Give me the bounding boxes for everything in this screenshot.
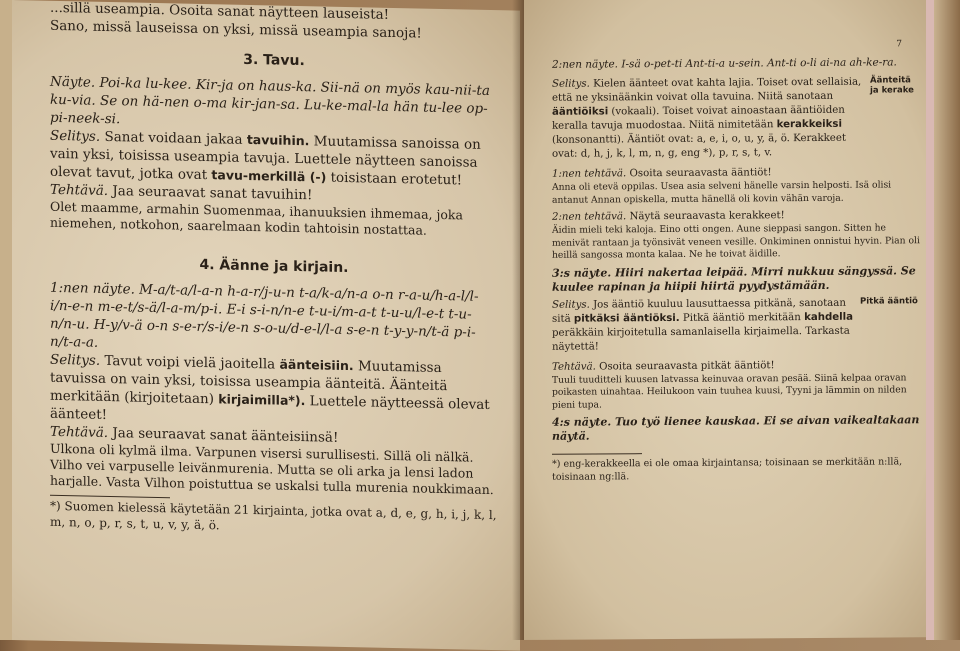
task2-label: 2:nen tehtävä. [552,211,627,223]
explanation2-label: Selitys. [552,299,590,311]
left-page-text [50,0,498,539]
task2-body: Äidin mieli teki kaloja. Eino otti ongen. Aune sieppasi sangon. Sitten he menivät rantaan ja työnsivät veneen vesille. Onkiminen onnistui hyvin. Pian oli heillä sangossa monta kalaa. Ne he toivat äidille. [552,222,920,261]
explanation2-bold2: kahdella [804,311,854,323]
page-number: 7 [896,39,902,50]
section3-explanation-label: Selitys. [50,127,101,145]
section3-task-body: Olet maamme, armahin Suomenmaa, ihanuuksien ihmemaa, joka niemehen, notkohon, saarelmaan kodin tahtoisin nostattaa. [50,198,463,238]
task3-body: Tuuli tuuditteli kuusen latvassa keinuvaa oravan pesää. Siinä kelpaa oravan poikasten uinahtaa. Heilukoon vain tuuhea kuusi, Tyyni ja lämmin on nilden pieni tupa. [552,371,907,411]
right-page [524,0,934,640]
section4-task-label: Tehtävä. [50,423,109,442]
section4-heading: 4. Äänne ja kirjain. [199,256,349,277]
task1-label: 1:nen tehtävä. [552,168,627,180]
section4-task-body: Ulkona oli kylmä ilma. Varpunen visersi surullisesti. Sillä oli nälkä. Vilho vei varpuselle leivänmurenia. Mutta se oli arka ja lensi ladon harjalle. Vasta Vilhon poistuttua se uskalsi tulla murenia noukkimaan. [50,440,494,498]
top-line-1: ...sillä useampia. Osoita sanat näytteen lauseista! [50,0,390,23]
right-page-text [552,37,920,484]
section4-explanation-c: Luettele näytteessä olevat äänteet! [50,393,490,423]
task2-text: Näytä seuraavasta kerakkeet! [629,210,785,223]
section3-explanation [50,127,498,190]
explanation-block [552,75,920,162]
explanation2-block [552,296,920,355]
task3-text: Osoita seuraavasta pitkät ääntiöt! [599,359,775,372]
example3: 3:s näyte. Hiiri nakertaa leipää. Mirri nukkuu sängyssä. Se kuulee rapinan ja hiipii hiirtä pyydystämään. [552,263,916,294]
side-note-2: Pitkä ääntiö [860,295,918,307]
task1-text: Osoita seuraavasta ääntiöt! [629,167,772,180]
section3-explanation-c: toisistaan erotetut! [326,169,463,189]
right-footnote: *) eng-kerakkeella ei ole omaa kirjaintansa; toisinaan se merkitään n:llä, toisinaan ng:llä. [552,456,903,483]
side-note-1: Äänteitä ja kerake [870,75,914,96]
top-line-2: Sano, missä lauseissa on yksi, missä useampia sanoja! [50,17,422,42]
section4-explanation-bold1: äänteisiin. [279,356,354,374]
explanation-c: (konsonantti). Ääntiöt ovat: a, e, i, o, u, y, ä, ö. Kerakkeet ovat: d, h, j, k, l, m, n, g, eng *), p, r, s, t, v. [552,132,846,160]
section4-explanation-b: Muutamissa tavuissa on vain yksi, toisissa useampia äänteitä. Äänteitä merkitään (kirjoitetaan) [50,358,448,408]
explanation2-bold1: pitkäksi ääntiöksi. [573,312,680,325]
section4-task-text: Jaa seuraavat sanat äänteisiinsä! [112,425,339,446]
section4-explanation-label: Selitys. [50,351,101,369]
explanation-label: Selitys. [552,78,590,90]
explanation-bold1: ääntiöiksi [552,106,609,118]
task3-label: Tehtävä. [552,360,596,373]
section4-explanation-a: Tavut voipi vielä jaoitella [104,352,280,373]
right-page-edge [934,0,960,640]
example4: 4:s näyte. Tuo työ lienee kauskaa. Ei se aivan vaikealtakaan näytä. [552,413,920,443]
section3-task-text: Jaa seuraavat sanat tavuihin! [112,183,313,204]
explanation2-a: Jos ääntiö kuuluu lausuttaessa pitkänä, sanotaan sitä [552,297,846,325]
section3-task-label: Tehtävä. [50,181,109,200]
section4-explanation-bold2: kirjaimilla*). [218,391,306,409]
right-footnote-rule [552,453,642,455]
section4-example: 1:nen näyte. M-a/t-a/l-a-n h-a-r/j-u-n t-a/k-a/n-a o-n r-a-u/h-a-l/l-i/n-e-n m-e-t/s-ä/l-a-m/p-i. E-i s-i-n/n-e t-u-i/m-a-t t-u-u/l-e-t t-u-n/n-u. H-y/v-ä o-n s-e-r/s-i/e-n s-o-u/d-e-l/l-a s-e-n t-y-y-n/t-ä p-i-n/t-a-a. [50,279,479,351]
explanation [552,75,920,162]
explanation2-b: Pitkä ääntiö merkitään [679,311,805,324]
left-page [12,0,520,651]
section3-explanation-bold2: tavu-merkillä (-) [211,167,327,185]
task1-body: Anna oli etevä oppilas. Usea asia selveni hänelle varsin helposti. Isä olisi antanut Annan opiskella, mutta hänellä oli kovin vähän varoja. [552,179,892,206]
section3-example: Näyte. Poi-ka lu-kee. Kir-ja on haus-ka. Sii-nä on myös kau-nii-ta ku-via. Se on hä-nen o-ma kir-jan-sa. Lu-ke-mal-la hän tu-lee op-pi-neek-si. [50,73,490,128]
explanation2-c: peräkkäin kirjoitetulla samanlaisella kirjaimella. Tarkasta näytettä! [552,325,850,353]
example2: 2:nen näyte. I-sä o-pet-ti Ant-ti-a u-sein. Ant-ti o-li ai-na ah-ke-ra. [552,56,897,71]
section3-explanation-a: Sanat voidaan jakaa [104,128,247,148]
explanation-bold2: kerakkeiksi [776,118,842,131]
section3-heading: 3. Tavu. [243,51,305,70]
section4-footnote: *) Suomen kielessä käytetään 21 kirjainta, jotka ovat a, d, e, g, h, i, j, k, l, m, n, o, p, r, s, t, u, v, y, ä, ö. [50,498,497,533]
explanation-b: (vokaali). Toiset voivat ainoastaan ääntiöiden keralla tavuja muodostaa. Niitä nimitetään [552,104,845,132]
section4-explanation [50,351,498,432]
section3-explanation-bold1: tavuihin. [246,131,310,149]
section3-explanation-b: Muutamissa sanoissa on vain yksi, toisissa useampia tavuja. Luettele näytteen sanoissa olevat tavut, jotka ovat [50,133,481,184]
explanation-a: Kielen äänteet ovat kahta lajia. Toiset ovat sellaisia, että ne yksinäänkin voivat olla tavuina. Niitä sanotaan [552,76,862,104]
